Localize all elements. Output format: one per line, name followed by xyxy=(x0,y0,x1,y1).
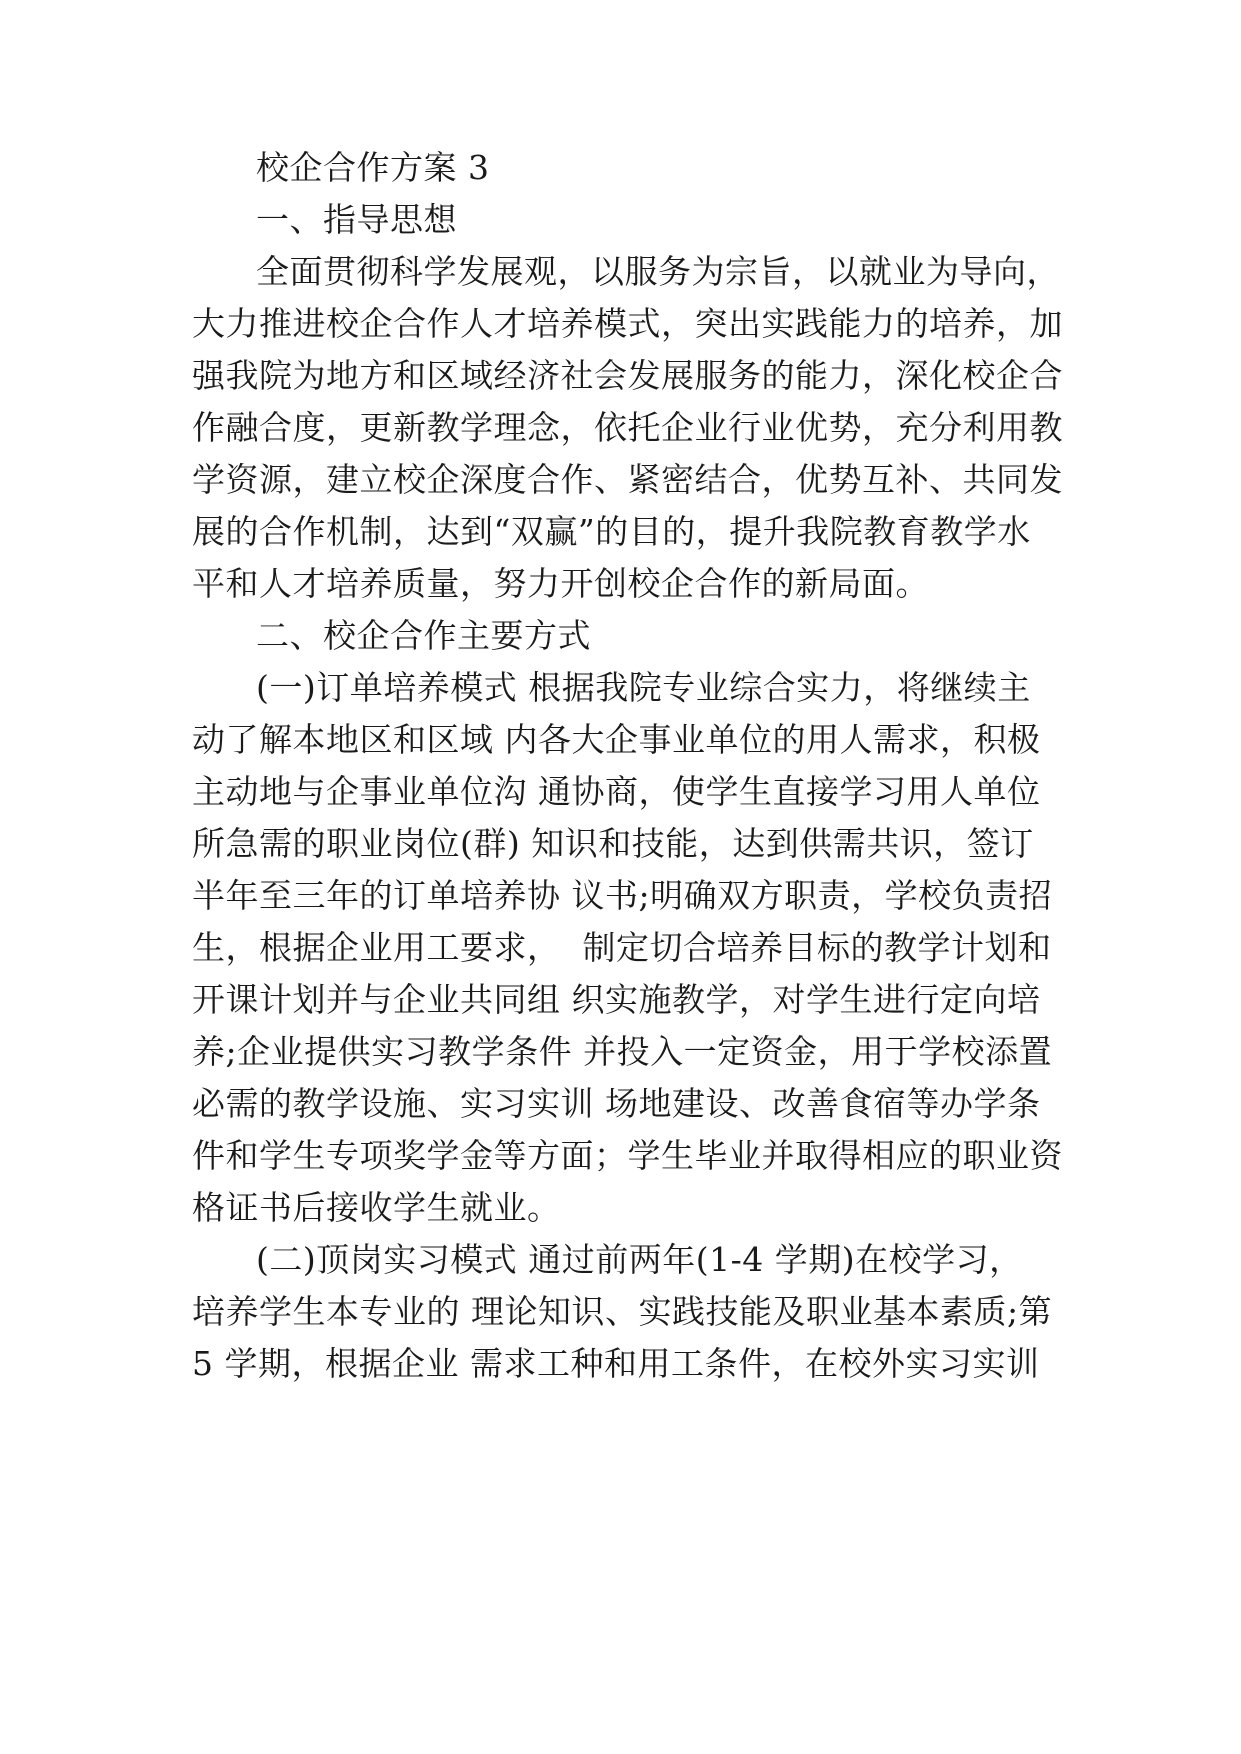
paragraph-line: 养;企业提供实习教学条件 并投入一定资金，用于学校添置 xyxy=(192,1032,1053,1071)
paragraph-line: 展的合作机制，达到“双赢”的目的，提升我院教育教学水 xyxy=(192,512,1031,551)
paragraph-line: 格证书后接收学生就业。 xyxy=(192,1188,561,1227)
paragraph-line: 半年至三年的订单培养协 议书;明确双方职责，学校负责招 xyxy=(192,876,1053,915)
paragraph-line: 强我院为地方和区域经济社会发展服务的能力，深化校企合 xyxy=(192,356,1063,395)
paragraph-line: 全面贯彻科学发展观，以服务为宗旨，以就业为导向， xyxy=(256,252,1060,291)
paragraph-line: 必需的教学设施、实习实训 场地建设、改善食宿等办学条 xyxy=(192,1084,1041,1123)
paragraph-line: 平和人才培养质量，努力开创校企合作的新局面。 xyxy=(192,564,929,603)
paragraph-line: 开课计划并与企业共同组 织实施教学，对学生进行定向培 xyxy=(192,980,1041,1019)
paragraph-line: 动了解本地区和区域 内各大企事业单位的用人需求，积极 xyxy=(192,720,1041,759)
paragraph-line: 作融合度，更新教学理念，依托企业行业优势，充分利用教 xyxy=(192,408,1063,447)
paragraph-line: (一)订单培养模式 根据我院专业综合实力，将继续主 xyxy=(256,668,1031,707)
paragraph-line: 培养学生本专业的 理论知识、实践技能及职业基本素质;第 xyxy=(192,1292,1053,1331)
paragraph-line: 生，根据企业用工要求， 制定切合培养目标的教学计划和 xyxy=(192,928,1052,967)
section-heading-guiding-thought: 一、指导思想 xyxy=(256,200,457,239)
section-heading-cooperation-modes: 二、校企合作主要方式 xyxy=(256,616,591,655)
paragraph-line: 主动地与企事业单位沟 通协商，使学生直接学习用人单位 xyxy=(192,772,1041,811)
paragraph-line: 5 学期，根据企业 需求工种和用工条件，在校外实习实训 xyxy=(192,1344,1040,1383)
paragraph-line: 所急需的职业岗位(群) 知识和技能，达到供需共识，签订 xyxy=(192,824,1034,863)
paragraph-line: 大力推进校企合作人才培养模式，突出实践能力的培养，加 xyxy=(192,304,1063,343)
paragraph-line: (二)顶岗实习模式 通过前两年(1-4 学期)在校学习， xyxy=(256,1240,1023,1279)
paragraph-line: 件和学生专项奖学金等方面；学生毕业并取得相应的职业资 xyxy=(192,1136,1063,1175)
paragraph-line: 学资源，建立校企深度合作、紧密结合，优势互补、共同发 xyxy=(192,460,1063,499)
document-title: 校企合作方案 3 xyxy=(256,148,490,187)
